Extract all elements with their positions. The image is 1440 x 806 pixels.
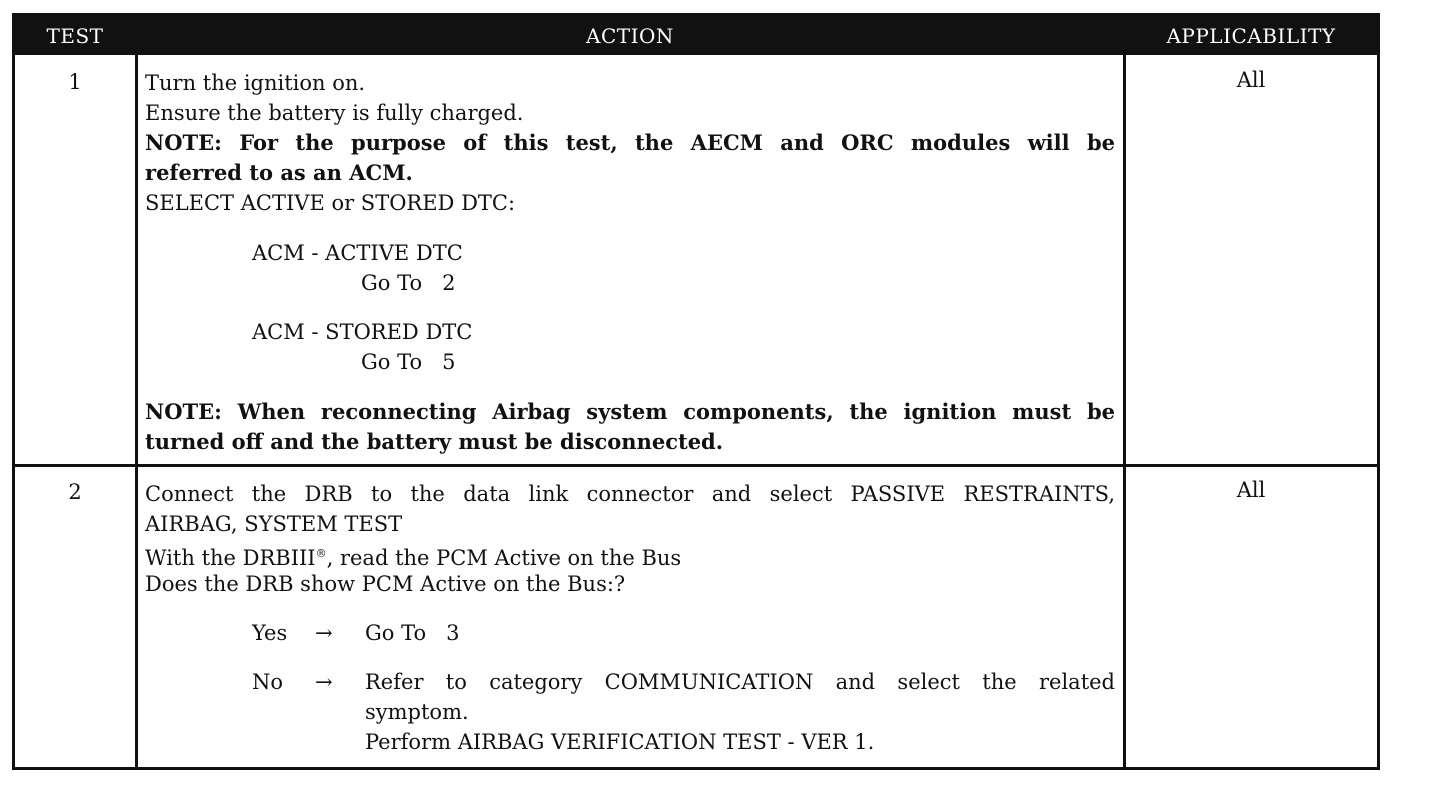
no-label: No xyxy=(252,670,284,694)
goto-step: Go To 3 xyxy=(365,621,460,645)
row-divider xyxy=(15,464,1377,467)
column-divider xyxy=(1123,55,1126,770)
action-text: Ensure the battery is fully charged. xyxy=(145,101,524,125)
action-text: Does the DRB show PCM Active on the Bus:? xyxy=(145,572,626,596)
result-text: symptom. xyxy=(365,700,469,724)
note-text: referred to as an ACM. xyxy=(145,160,413,185)
header-test: TEST xyxy=(46,24,104,48)
right-arrow-icon: → xyxy=(315,670,333,694)
applicability-value: All xyxy=(1236,478,1266,502)
test-number: 2 xyxy=(68,480,82,504)
option-label: ACM - STORED DTC xyxy=(252,320,473,344)
action-text xyxy=(145,539,681,573)
option-label: ACM - ACTIVE DTC xyxy=(252,241,463,265)
goto-step: Go To 5 xyxy=(361,350,456,374)
diagnostic-test-table xyxy=(12,13,1380,770)
yes-label: Yes xyxy=(252,621,288,645)
action-text: SELECT ACTIVE or STORED DTC: xyxy=(145,191,516,215)
header-action: ACTION xyxy=(586,24,674,48)
result-text: Perform AIRBAG VERIFICATION TEST - VER 1. xyxy=(365,730,875,754)
applicability-value: All xyxy=(1236,68,1266,92)
header-applicability: APPLICABILITY xyxy=(1166,24,1336,48)
test-number: 1 xyxy=(68,70,82,94)
goto-step: Go To 2 xyxy=(361,271,456,295)
action-text: AIRBAG, SYSTEM TEST xyxy=(145,512,403,536)
result-text: Refer to category COMMUNICATION and select the related xyxy=(365,670,1115,694)
action-text: Turn the ignition on. xyxy=(145,71,366,95)
registered-mark: ® xyxy=(315,547,327,560)
table-header xyxy=(15,16,1377,55)
note-text: NOTE: For the purpose of this test, the AECM and ORC modules will be xyxy=(145,130,1115,155)
action-text-part: With the DRBIII xyxy=(145,546,316,570)
action-text: Connect the DRB to the data link connector and select PASSIVE RESTRAINTS, xyxy=(145,482,1115,506)
action-text-part: , read the PCM Active on the Bus xyxy=(326,546,682,570)
note-text: turned off and the battery must be disconnected. xyxy=(145,429,724,454)
column-divider xyxy=(135,55,138,770)
note-text: NOTE: When reconnecting Airbag system components, the ignition must be xyxy=(145,399,1115,424)
right-arrow-icon: → xyxy=(315,621,333,645)
